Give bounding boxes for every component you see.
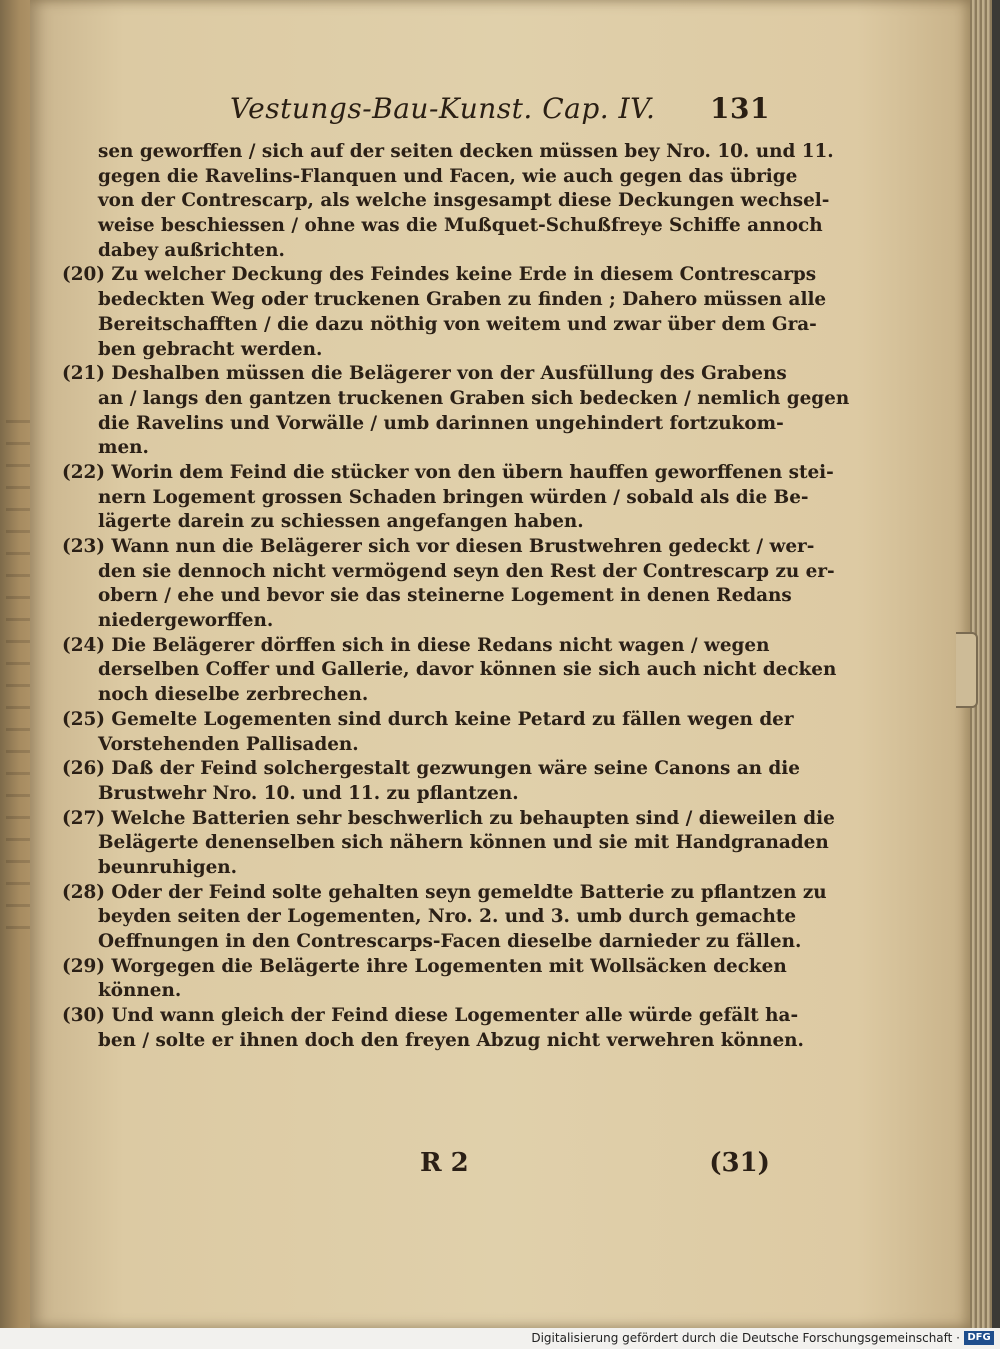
page-number: 131 — [710, 92, 770, 125]
text-line: gegen die Ravelins-Flanquen und Facen, wie auch gegen das übrige — [98, 165, 798, 187]
text-line: nern Logement grossen Schaden bringen würden / sobald als die Be- — [98, 486, 809, 508]
text-block — [62, 140, 850, 1053]
text-line: ben gebracht werden. — [98, 338, 323, 360]
running-title: Vestungs-Bau-Kunst. Cap. IV. — [230, 92, 656, 125]
text-line: (24) Die Belägerer dörffen sich in diese Redans nicht wagen / wegen — [62, 634, 770, 656]
text-line: (23) Wann nun die Belägerer sich vor diesen Brustwehren gedeckt / wer- — [62, 536, 815, 557]
text-line: (21) Deshalben müssen die Belägerer von der Ausfüllung des Grabens — [62, 363, 787, 385]
text-line: Oeffnungen in den Contrescarps-Facen dieselbe darnieder zu fällen. — [98, 931, 802, 952]
text-line: (29) Worgegen die Belägerte ihre Logementen mit Wollsäcken decken — [62, 955, 787, 977]
text-line: (30) Und wann gleich der Feind diese Logementer alle würde gefält ha- — [62, 1005, 799, 1027]
text-line: Vorstehenden Pallisaden. — [98, 733, 359, 755]
bookmark-tab — [956, 632, 978, 708]
text-line: an / langs den gantzen truckenen Graben sich bedecken / nemlich gegen — [98, 387, 850, 409]
text-line: (26) Daß der Feind solchergestalt gezwungen wäre seine Canons an die — [62, 758, 800, 780]
credit-bar — [0, 1328, 1000, 1349]
text-line: men. — [98, 437, 149, 459]
text-line: den sie dennoch nicht vermögend seyn den Rest der Contrescarp zu er- — [98, 560, 835, 582]
text-line: (28) Oder der Feind solte gehalten seyn gemeldte Batterie zu pflantzen zu — [62, 881, 827, 903]
text-line: derselben Coffer und Gallerie, davor können sie sich auch nicht decken — [98, 659, 837, 681]
text-line: Belägerte denenselben sich nähern können und sie mit Handgranaden — [98, 832, 829, 854]
text-line: (27) Welche Batterien sehr beschwerlich zu behaupten sind / dieweilen die — [62, 807, 835, 829]
text-line: (20) Zu welcher Deckung des Feindes keine Erde in diesem Contrescarps — [62, 264, 817, 286]
text-line: niedergeworffen. — [98, 610, 274, 632]
running-header — [230, 92, 770, 132]
catchword: (31) — [709, 1148, 770, 1178]
text-line: ben / solte er ihnen doch den freyen Abzug nicht verwehren können. — [98, 1029, 804, 1051]
text-line: die Ravelins und Vorwälle / umb darinnen ungehindert fortzukom- — [98, 412, 784, 434]
text-line: noch dieselbe zerbrechen. — [98, 684, 369, 706]
text-line: können. — [98, 980, 182, 1002]
text-line: weise beschiessen / ohne was die Mußquet-Schußfreye Schiffe annoch — [98, 215, 823, 237]
text-line: bedeckten Weg oder truckenen Graben zu finden ; Dahero müssen alle — [98, 289, 827, 311]
text-line: obern / ehe und bevor sie das steinerne Logement in denen Redans — [98, 585, 792, 607]
text-line: sen geworffen / sich auf der seiten decken müssen bey Nro. 10. und 11. — [98, 141, 834, 162]
credit-text: Digitalisierung gefördert durch die Deutsche Forschungsgemeinschaft · — [531, 1331, 960, 1345]
text-line: (25) Gemelte Logementen sind durch keine Petard zu fällen wegen der — [62, 708, 794, 730]
text-line: beunruhigen. — [98, 856, 238, 878]
text-line: Bereitschafften / die dazu nöthig von weitem und zwar über dem Gra- — [98, 313, 817, 335]
dfg-logo: DFG — [964, 1331, 994, 1345]
text-line: dabey außrichten. — [98, 239, 285, 261]
text-line: beyden seiten der Logementen, Nro. 2. und 3. umb durch gemachte — [98, 906, 797, 928]
text-line: von der Contrescarp, als welche insgesampt diese Deckungen wechsel- — [98, 190, 830, 212]
signature-mark: R 2 — [420, 1148, 469, 1178]
text-line: Brustwehr Nro. 10. und 11. zu pflantzen. — [98, 782, 519, 804]
page-footer — [420, 1148, 770, 1188]
text-line: (22) Worin dem Feind die stücker von den übern hauffen geworffenen stei- — [62, 461, 834, 483]
text-line: lägerte darein zu schiessen angefangen haben. — [98, 511, 584, 533]
